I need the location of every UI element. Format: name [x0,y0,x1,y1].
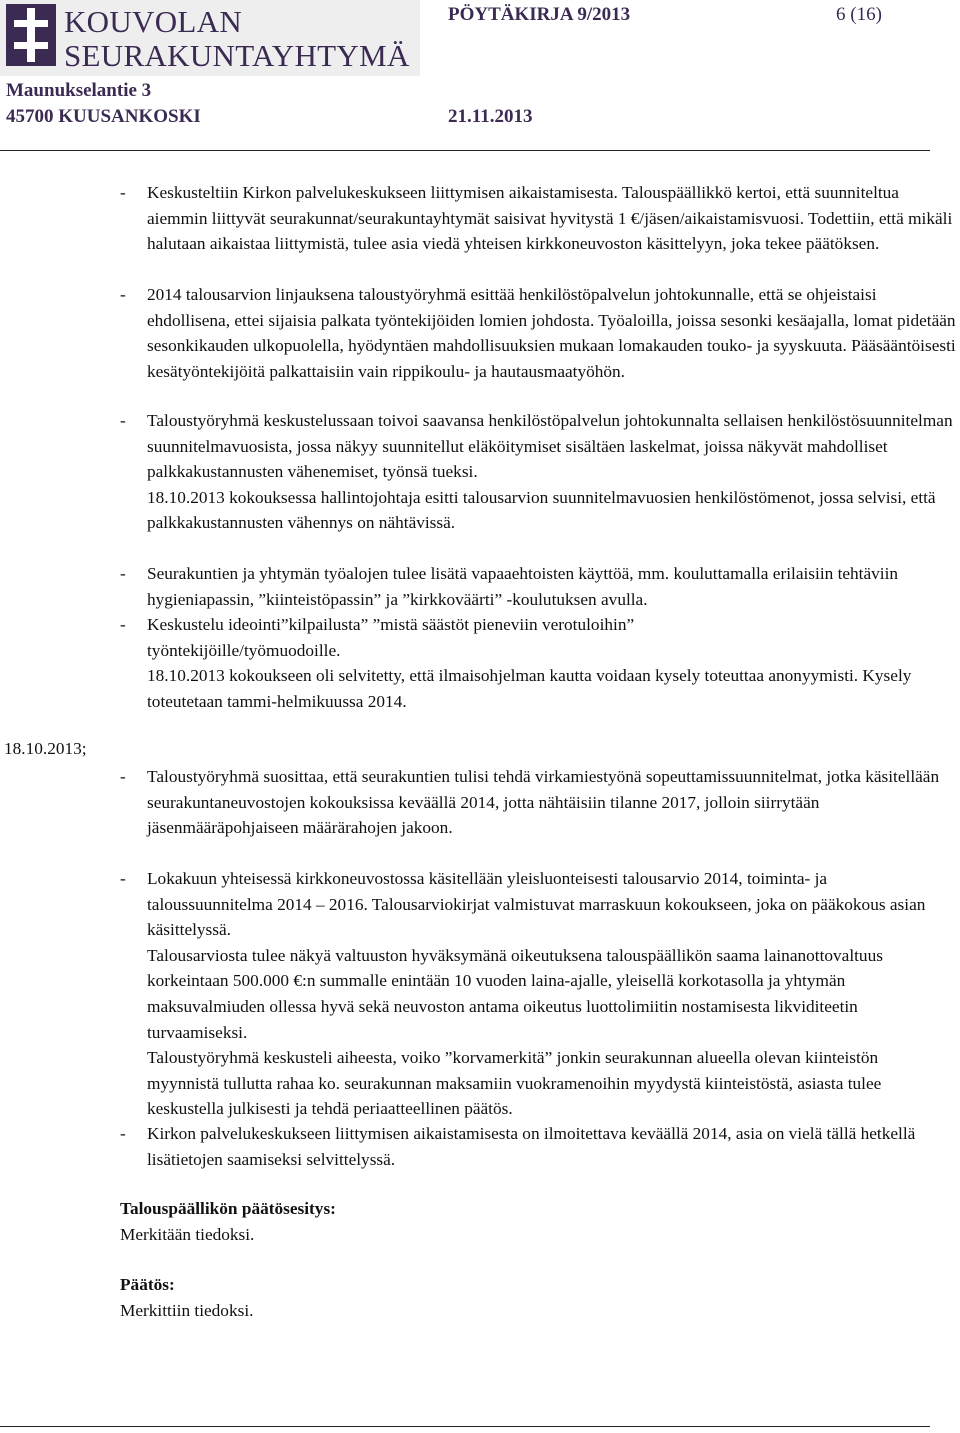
list-item: - Taloustyöryhmä suosittaa, että seurakuntien tulisi tehdä virkamiestyönä sopeuttamissuunnitelmat, jotka käsitellään seurakuntaneuvostojen kokouksissa keväällä 2014, jotta nähtäisiin tilanne 2017, jolloin siirrytään jäsenmääräpohjaiseen määrärahojen jakoon. [147,764,952,841]
document-date: 21.11.2013 [448,106,533,127]
org-name-line2: SEURAKUNTAYHTYMÄ [64,38,410,73]
footer-divider [0,1426,930,1427]
org-name-line1: KOUVOLAN [64,4,243,39]
header-divider [0,150,930,151]
paragraph-text: Talousarviosta tulee näkyä valtuuston hyväksymänä oikeutuksena talouspäällikön saama lainanottovaltuus korkeintaan 500.000 €:n summalle enintään 10 vuoden laina-ajalle, yleisellä korkotasolla ja yhtymän maksuvalmiuden ollessa hyvä sekä neuvoston antama oikeutus luottolimiitin nostamisesta likviditeetin turvaamiseksi. [147,945,883,1042]
list-item-text: Keskustelu ideointi”kilpailusta” ”mistä säästöt pieneviin verotuloihin” työntekijöille/työmuodoille. [147,615,635,660]
note-paragraph [147,663,960,714]
list-item: - Taloustyöryhmä keskustelussaan toivoi saavansa henkilöstöpalvelun johtokunnalta sellaisen henkilöstösuunnitelman suunnitelmavuosista, jossa näkyy suunnitellut eläköitymiset sisältäen laskelmat, joissa näkyvät mahdolliset palkkakustannusten vähenemiset, työnsä tueksi. 18.10.2013 kokouksessa hallintojohtaja esitti talousarvion suunnitelmavuosien henkilöstömenot, jossa selvisi, että palkkakustannusten vähennys on nähtävissä. [147,408,960,536]
list-item: - Lokakuun yhteisessä kirkkoneuvostossa käsitellään yleisluonteisesti talousarvio 2014, toiminta- ja taloussuunnitelma 2014 – 2016. Talousarviokirjat valmistuvat marraskuun kokoukseen, joka on pääkokous asian käsittelyssä. Talousarviosta tulee näkyä valtuuston hyväksymänä oikeutuksena talouspäällikön saama lainanottovaltuus korkeintaan 500.000 €:n summalle enintään 10 vuoden laina-ajalle, yleisellä korkotasolla ja yhtymän maksuvalmiuden ollessa hyvä sekä neuvoston antama oikeutus luottolimiitin nostamisesta likviditeetin turvaamiseksi. Taloustyöryhmä keskusteli aiheesta, voiko ”korvamerkitä” jonkin seurakunnan alueella olevan kiinteistön myynnistä tullutta rahaa ko. seurakunnan maksamiin vuokramenoihin myydystä kiinteistöstä, asiasta tulee keskustella julkisesti ja tehdä periaatteellinen päätös. [147,866,952,1122]
list-item: - Kirkon palvelukeskukseen liittymisen aikaistamisesta on ilmoitettava keväällä 2014, asia on vielä tällä hetkellä lisätietojen saamiseksi selvittelyssä. [147,1121,960,1172]
meeting-date-label: 18.10.2013; [4,739,87,758]
list-item: - Seurakuntien ja yhtymän työalojen tulee lisätä vapaaehtoisten käyttöä, mm. kouluttamalla erilaisiin tehtäviin hygieniapassin, ”kiinteistöpassin” ja ”kirkkoväärti” -koulutuksen avulla. [147,561,960,612]
list-item-text: 2014 talousarvion linjauksena taloustyöryhmä esittää henkilöstöpalvelun johtokunnalle, että se ohjeistaisi ehdollisena, ettei sijaisia palkata työntekijöiden lomien johdosta. Työaloilla, joissa sesonki kesäajalla, lomat pidetään sesonkikauden ulkopuolella, hyödyntäen mahdollisuuksien mukaan lomakauden touko- ja syyskuuta. Pääsääntöisesti kesätyöntekijöitä palkattaisiin vain rippikoulu- ja hautausmaatyöhön. [147,285,956,381]
paragraph-text: Taloustyöryhmä keskusteli aiheesta, voiko ”korvamerkitä” jonkin seurakunnan alueella olevan kiinteistön myynnistä tullutta rahaa ko. seurakunnan maksamiin vuokramenoihin myydystä kiinteistöstä, asiasta tulee keskustella julkisesti ja tehdä periaatteellinen päätös. [147,1048,882,1119]
document-title: PÖYTÄKIRJA 9/2013 [448,4,631,25]
list-item-text: Kirkon palvelukeskukseen liittymisen aikaistamisesta on ilmoitettava keväällä 2014, asia on vielä tällä hetkellä lisätietojen saamiseksi selvittelyssä. [147,1124,916,1169]
list-item-text: Taloustyöryhmä keskustelussaan toivoi saavansa henkilöstöpalvelun johtokunnalta sellaisen henkilöstösuunnitelman suunnitelmavuosista, jossa näkyy suunnitellut eläköitymiset sisältäen laskelmat, joissa näkyvät mahdolliset palkkakustannusten vähenemiset, työnsä tueksi. [147,411,953,482]
address-street: Maunukselantie 3 [6,80,152,101]
note-text: 18.10.2013 kokouksessa hallintojohtaja esitti talousarvion suunnitelmavuosien henkilöstömenot, jossa selvisi, että palkkakustannusten vähennys on nähtävissä. [147,487,936,533]
list-item: - 2014 talousarvion linjauksena taloustyöryhmä esittää henkilöstöpalvelun johtokunnalle, että se ohjeistaisi ehdollisena, ettei sijaisia palkata työntekijöiden lomien johdosta. Työaloilla, joissa sesonki kesäajalla, lomat pidetään sesonkikauden ulkopuolella, hyödyntäen mahdollisuuksien mukaan lomakauden touko- ja syyskuuta. Pääsääntöisesti kesätyöntekijöitä palkattaisiin vain rippikoulu- ja hautausmaatyöhön. [147,282,960,384]
decision-heading: Päätös: [120,1275,175,1294]
proposal-text: Merkitään tiedoksi. [120,1225,255,1244]
list-item: - Keskusteltiin Kirkon palvelukeskukseen liittymisen aikaistamisesta. Talouspäällikkö kertoi, että suunniteltua aiemmin liittyvät seurakunnat/seurakuntayhtymät saisivat hyvitystä 1 €/jäsen/aikaistamisvuosi. Todettiin, että mikäli halutaan aikaistaa liittymistä, tulee asia viedä yhteisen kirkkoneuvoston käsittelyyn, joka tekee päätöksen. [147,180,960,257]
list-item-text: Taloustyöryhmä suosittaa, että seurakuntien tulisi tehdä virkamiestyönä sopeuttamissuunnitelmat, jotka käsitellään seurakuntaneuvostojen kokouksissa keväällä 2014, jotta nähtäisiin tilanne 2017, jolloin siirrytään jäsenmääräpohjaiseen määrärahojen jakoon. [147,767,940,838]
decision-text: Merkittiin tiedoksi. [120,1301,254,1320]
list-item: - Keskustelu ideointi”kilpailusta” ”mistä säästöt pieneviin verotuloihin” työntekijöille/työmuodoille. [147,612,787,663]
proposal-heading: Talouspäällikön päätösesitys: [120,1199,336,1218]
list-item-text: Lokakuun yhteisessä kirkkoneuvostossa käsitellään yleisluonteisesti talousarvio 2014, toiminta- ja taloussuunnitelma 2014 – 2016. Talousarviokirjat valmistuvat marraskuun kokoukseen, joka on pääkokous asian käsittelyssä. [147,869,926,940]
cross-logo-icon [6,4,56,66]
page-number: 6 (16) [836,4,882,25]
note-text: 18.10.2013 kokoukseen oli selvitetty, että ilmaisohjelman kautta voidaan kysely toteuttaa anonyymisti. Kysely toteutetaan tammi-helmikuussa 2014. [147,666,912,711]
list-item-text: Keskusteltiin Kirkon palvelukeskukseen liittymisen aikaistamisesta. Talouspäällikkö kertoi, että suunniteltua aiemmin liittyvät seurakunnat/seurakuntayhtymät saisivat hyvitystä 1 €/jäsen/aikaistamisvuosi. Todettiin, että mikäli halutaan aikaistaa liittymistä, tulee asia viedä yhteisen kirkkoneuvoston käsittelyyn, joka tekee päätöksen. [147,183,953,254]
address-city: 45700 KUUSANKOSKI [6,106,201,127]
list-item-text: Seurakuntien ja yhtymän työalojen tulee lisätä vapaaehtoisten käyttöä, mm. kouluttamalla erilaisiin tehtäviin hygieniapassin, ”kiinteistöpassin” ja ”kirkkoväärti” -koulutuksen avulla. [147,564,899,609]
